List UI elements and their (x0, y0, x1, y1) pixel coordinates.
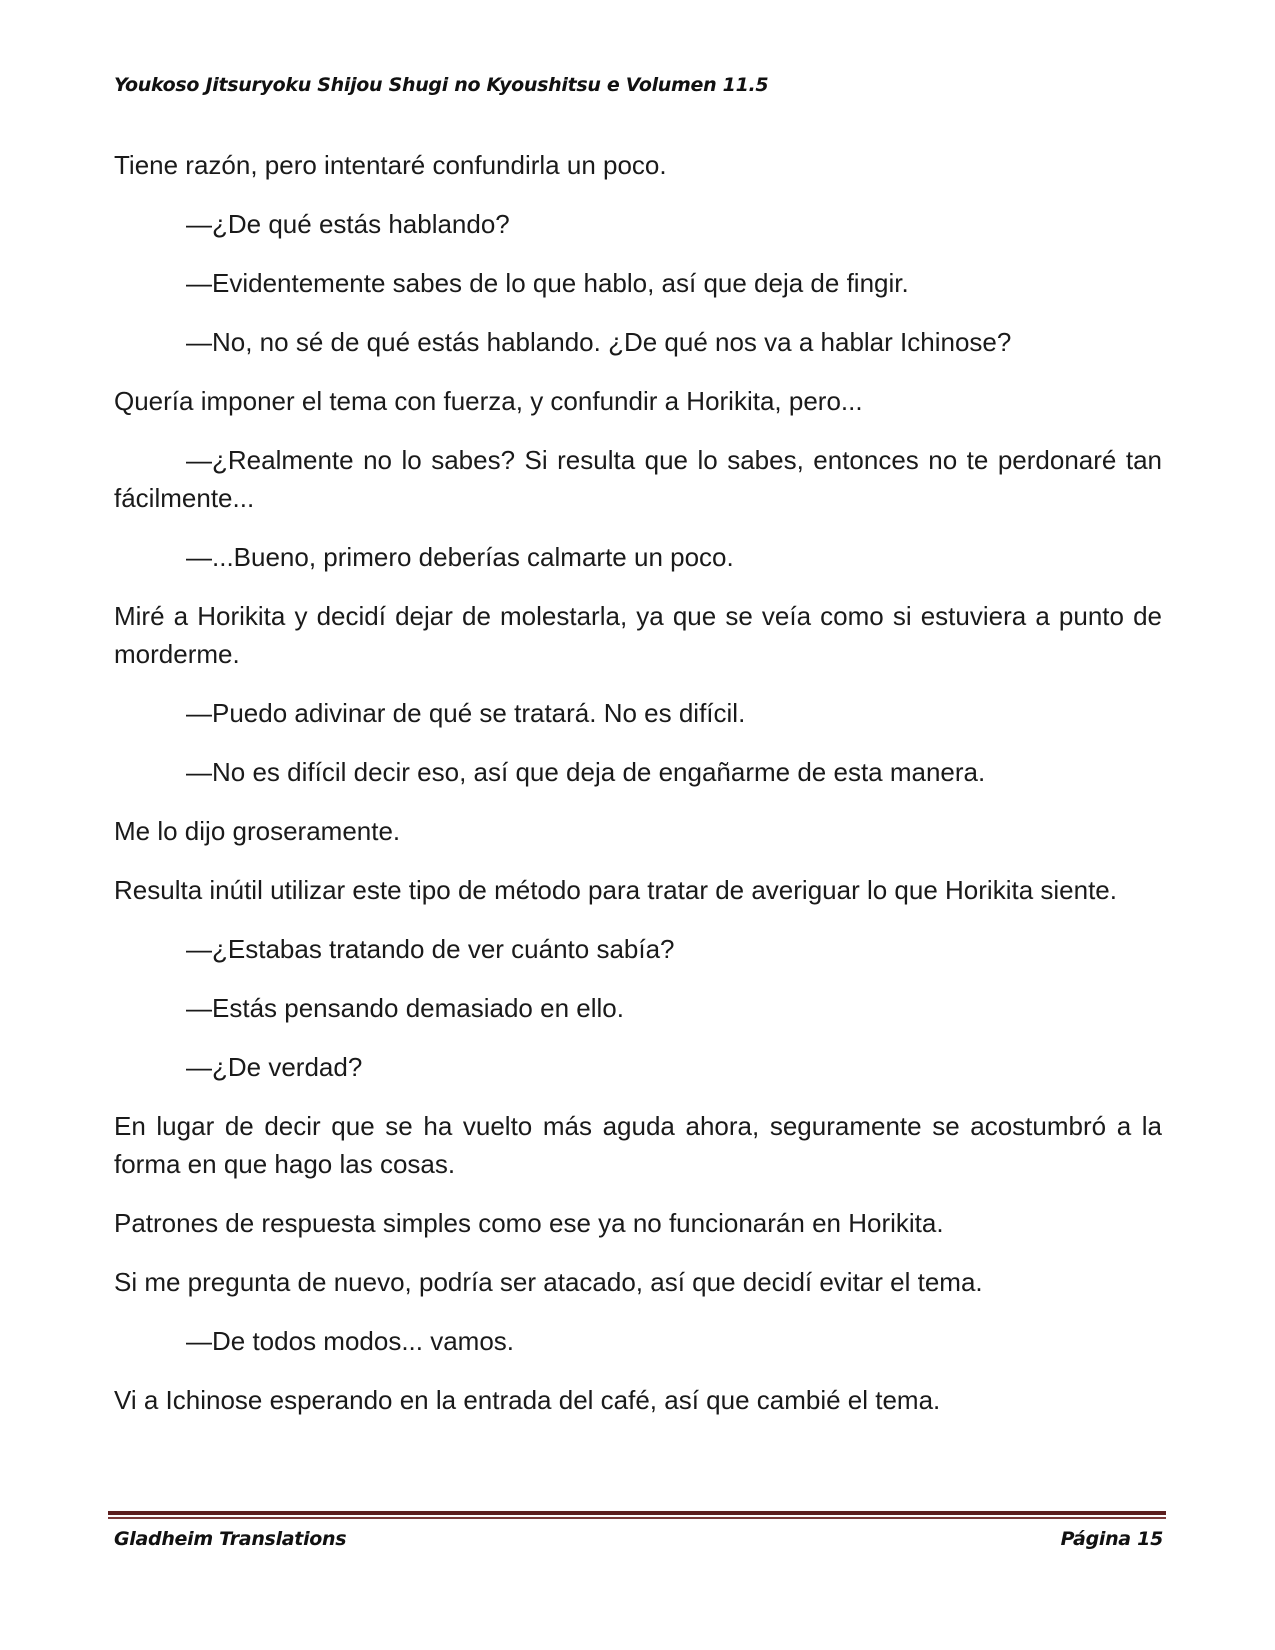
footer-divider-thick (108, 1511, 1166, 1515)
paragraph: En lugar de decir que se ha vuelto más aguda ahora, seguramente se acostumbró a la forma en que hago las cosas. (114, 1111, 1162, 1179)
paragraph: —Puedo adivinar de qué se tratará. No es difícil. (186, 698, 746, 728)
footer-divider (108, 1511, 1166, 1519)
paragraph: Quería imponer el tema con fuerza, y confundir a Horikita, pero... (114, 386, 863, 416)
paragraph: Si me pregunta de nuevo, podría ser atacado, así que decidí evitar el tema. (114, 1267, 983, 1297)
paragraph: Miré a Horikita y decidí dejar de molestarla, ya que se veía como si estuviera a punto de morderme. (114, 601, 1162, 669)
page-number: Página 15 (1060, 1528, 1163, 1550)
paragraph: —...Bueno, primero deberías calmarte un poco. (186, 542, 734, 572)
paragraph: —Estás pensando demasiado en ello. (186, 993, 624, 1023)
paragraph: Resulta inútil utilizar este tipo de método para tratar de averiguar lo que Horikita siente. (114, 875, 1117, 905)
paragraph: —¿Estabas tratando de ver cuánto sabía? (186, 934, 675, 964)
footer-divider-thin (108, 1517, 1166, 1519)
page-header-title: Youkoso Jitsuryoku Shijou Shugi no Kyoushitsu e Volumen 11.5 (114, 74, 769, 96)
paragraph: —De todos modos... vamos. (186, 1326, 515, 1356)
paragraph: Tiene razón, pero intentaré confundirla un poco. (114, 150, 667, 180)
paragraph: —No, no sé de qué estás hablando. ¿De qué nos va a hablar Ichinose? (186, 327, 1012, 357)
paragraph: —Evidentemente sabes de lo que hablo, así que deja de fingir. (186, 268, 909, 298)
paragraph: Me lo dijo groseramente. (114, 816, 401, 846)
paragraph: Patrones de respuesta simples como ese ya no funcionarán en Horikita. (114, 1208, 944, 1238)
paragraph: —¿De qué estás hablando? (186, 209, 510, 239)
footer-publisher: Gladheim Translations (114, 1528, 347, 1550)
paragraph: —No es difícil decir eso, así que deja de engañarme de esta manera. (186, 757, 986, 787)
paragraph: —¿De verdad? (186, 1052, 363, 1082)
paragraph: —¿Realmente no lo sabes? Si resulta que lo sabes, entonces no te perdonaré tan fácilmente... (114, 445, 1162, 513)
paragraph: Vi a Ichinose esperando en la entrada del café, así que cambié el tema. (114, 1385, 941, 1415)
document-body (114, 146, 1162, 1440)
